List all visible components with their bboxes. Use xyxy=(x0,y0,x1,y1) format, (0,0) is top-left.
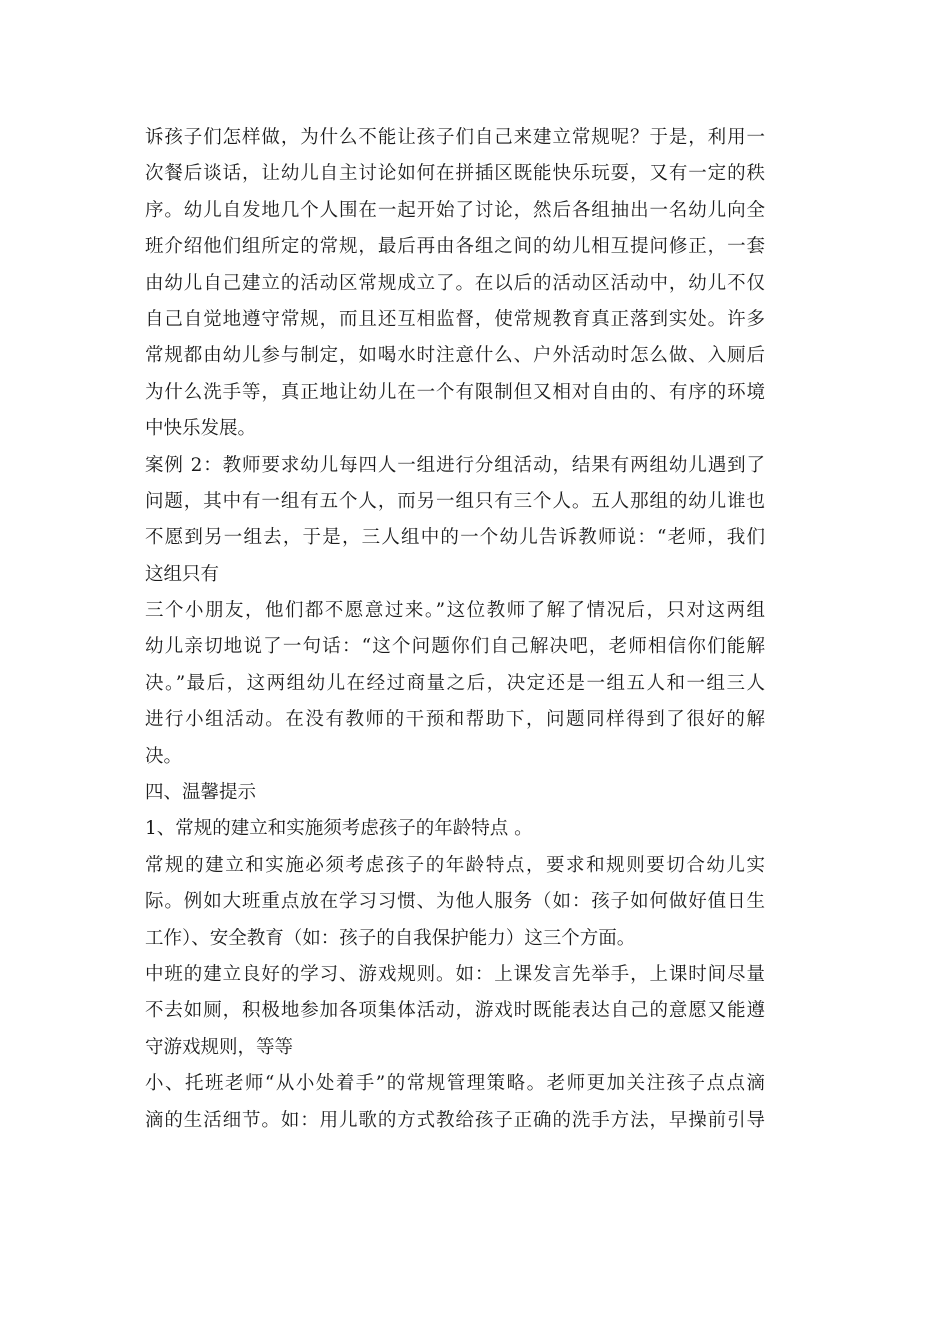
text-line: 中班的建立良好的学习、游戏规则。如：上课发言先举手，上课时间尽量 xyxy=(145,963,765,985)
text-line: 班介绍他们组所定的常规，最后再由各组之间的幼儿相互提问修正，一套 xyxy=(145,236,765,258)
text-line: 四、温馨提示 xyxy=(145,782,257,804)
text-line: 三个小朋友，他们都不愿意过来。”这位教师了解了情况后，只对这两组 xyxy=(145,600,765,622)
text-line: 际。例如大班重点放在学习习惯、为他人服务（如：孩子如何做好值日生 xyxy=(145,891,765,913)
text-line: 幼儿亲切地说了一句话：“这个问题你们自己解决吧，老师相信你们能解 xyxy=(145,636,765,658)
text-line: 次餐后谈话，让幼儿自主讨论如何在拼插区既能快乐玩耍，又有一定的秩 xyxy=(145,163,765,185)
text-line: 自己自觉地遵守常规，而且还互相监督，使常规教育真正落到实处。许多 xyxy=(145,308,765,330)
text-line: 诉孩子们怎样做，为什么不能让孩子们自己来建立常规呢？于是，利用一 xyxy=(145,127,765,148)
text-line: 常规都由幼儿参与制定，如喝水时注意什么、户外活动时怎么做、入厕后 xyxy=(145,345,765,367)
text-line: 决。”最后，这两组幼儿在经过商量之后，决定还是一组五人和一组三人 xyxy=(145,672,765,694)
text-line: 由幼儿自己建立的活动区常规成立了。在以后的活动区活动中，幼儿不仅 xyxy=(145,272,765,294)
text-line: 中快乐发展。 xyxy=(145,418,257,440)
text-line: 不去如厕，积极地参加各项集体活动，游戏时既能表达自己的意愿又能遵 xyxy=(145,1000,765,1022)
text-line: 进行小组活动。在没有教师的干预和帮助下，问题同样得到了很好的解 xyxy=(145,709,765,731)
text-line: 问题，其中有一组有五个人，而另一组只有三个人。五人那组的幼儿谁也 xyxy=(145,490,765,512)
text-line: 为什么洗手等，真正地让幼儿在一个有限制但又相对自由的、有序的环境 xyxy=(145,381,765,403)
text-line: 序。幼儿自发地几个人围在一起开始了讨论，然后各组抽出一名幼儿向全 xyxy=(145,199,765,221)
text-line: 不愿到另一组去，于是，三人组中的一个幼儿告诉教师说：“老师，我们 xyxy=(145,527,765,549)
text-line: 常规的建立和实施必须考虑孩子的年龄特点，要求和规则要切合幼儿实 xyxy=(145,854,765,876)
text-line: 工作）、安全教育（如：孩子的自我保护能力）这三个方面。 xyxy=(145,927,636,949)
text-line: 滴的生活细节。如：用儿歌的方式教给孩子正确的洗手方法，早操前引导 xyxy=(145,1109,765,1131)
body-text xyxy=(145,120,765,1139)
text-line: 小、托班老师“从小处着手”的常规管理策略。老师更加关注孩子点点滴 xyxy=(145,1073,765,1095)
text-line: 1、常规的建立和实施须考虑孩子的年龄特点 。 xyxy=(145,818,533,840)
text-line: 案例 2：教师要求幼儿每四人一组进行分组活动，结果有两组幼儿遇到了 xyxy=(145,454,765,476)
text-line: 守游戏规则，等等 xyxy=(145,1036,294,1058)
text-line: 决。 xyxy=(145,745,183,767)
text-line: 这组只有 xyxy=(145,563,220,585)
